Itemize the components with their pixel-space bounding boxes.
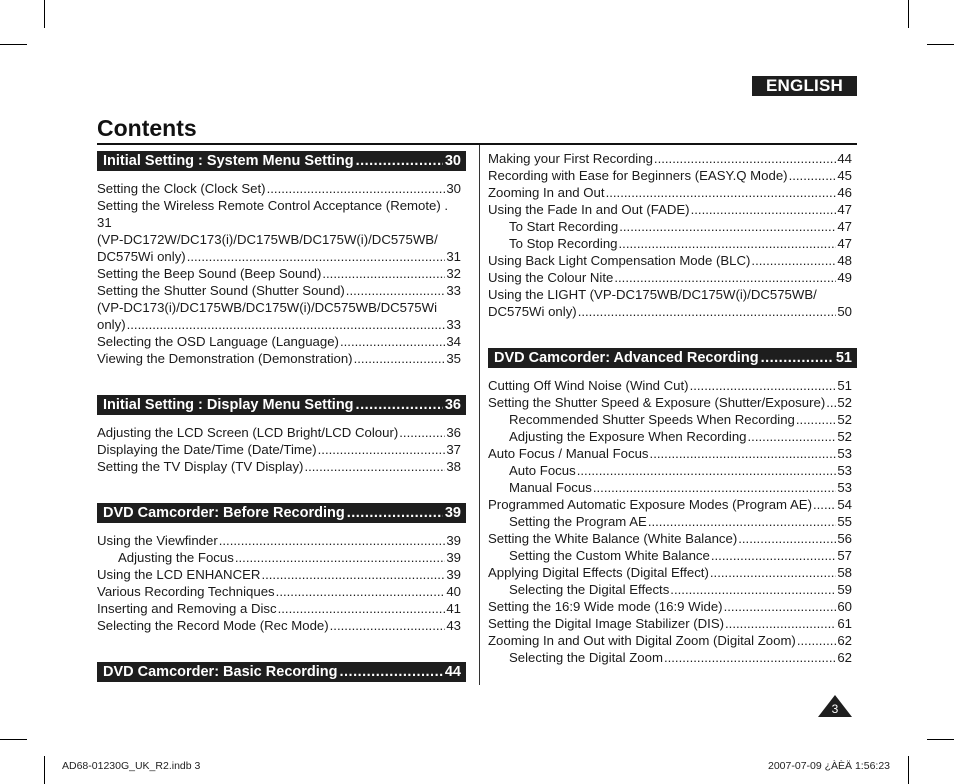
dot-leader: [619, 235, 837, 252]
dot-leader: [619, 218, 836, 235]
section-title: Initial Setting : System Menu Setting: [103, 153, 354, 169]
toc-entry[interactable]: Setting the Wireless Remote Control Acceptance (Remote) .: [97, 198, 449, 213]
entry-page: 58: [837, 565, 852, 580]
entry-title: Displaying the Date/Time (Date/Time): [97, 442, 317, 457]
entry-page: 48: [837, 253, 852, 268]
entry-page: 61: [837, 616, 852, 631]
dot-leader: [219, 532, 446, 549]
dot-leader: [725, 615, 836, 632]
toc-entry-continued: [488, 303, 852, 320]
toc-entry[interactable]: [488, 201, 852, 218]
toc-entry[interactable]: [488, 184, 852, 201]
toc-entry-continued: [97, 248, 461, 265]
dot-leader: [648, 513, 837, 530]
entry-page: 31: [446, 249, 461, 264]
entry-title: Setting the White Balance (White Balance): [488, 531, 738, 546]
toc-entry[interactable]: [97, 441, 461, 458]
dot-leader: [276, 583, 446, 600]
toc-list-advanced-recording: [488, 377, 852, 666]
entry-title: Using the Fade In and Out (FADE): [488, 202, 690, 217]
entry-title: DC575Wi only): [97, 249, 186, 264]
dot-leader: [654, 150, 836, 167]
dot-leader: [318, 441, 446, 458]
entry-title: Using the LCD ENHANCER: [97, 567, 261, 582]
entry-page: 52: [837, 429, 852, 444]
toc-entry[interactable]: [488, 252, 852, 269]
dot-leader: [710, 564, 836, 581]
language-badge: ENGLISH: [752, 76, 857, 96]
dot-leader: [751, 252, 836, 269]
toc-subentry[interactable]: [488, 581, 852, 598]
toc-subentry[interactable]: [488, 428, 852, 445]
entry-title: Using Back Light Compensation Mode (BLC): [488, 253, 751, 268]
toc-entry[interactable]: [488, 615, 852, 632]
dot-leader: [235, 549, 446, 566]
entry-page: 32: [446, 266, 461, 281]
entry-page: 59: [837, 582, 852, 597]
toc-list-system-menu: [97, 180, 461, 367]
dot-leader: [354, 350, 446, 367]
toc-entry[interactable]: [488, 445, 852, 462]
crop-mark: [908, 756, 909, 784]
section-header-system-menu[interactable]: [97, 151, 466, 171]
dot-leader: [664, 649, 836, 666]
entry-title: Applying Digital Effects (Digital Effect): [488, 565, 709, 580]
page-title: Contents: [97, 115, 197, 141]
entry-page: 57: [837, 548, 852, 563]
entry-page: 33: [446, 317, 461, 332]
toc-entry[interactable]: [488, 394, 852, 411]
dot-leader: [690, 377, 837, 394]
dot-leader: [127, 316, 446, 333]
section-header-display-menu[interactable]: [97, 395, 466, 415]
dot-leader: [826, 394, 836, 411]
entry-title: Adjusting the Exposure When Recording: [509, 429, 747, 444]
entry-page: 47: [837, 202, 852, 217]
entry-page: 37: [446, 442, 461, 457]
toc-entry[interactable]: [488, 564, 852, 581]
entry-title: Zooming In and Out with Digital Zoom (Digital Zoom): [488, 633, 796, 648]
dot-leader: [761, 348, 834, 368]
crop-mark: [0, 739, 27, 740]
entry-page: 40: [446, 584, 461, 599]
toc-entry-continued: (VP-DC173(i)/DC175WB/DC175W(i)/DC575WB/DC575Wi: [97, 300, 438, 315]
toc-entry[interactable]: [97, 424, 461, 441]
entry-title: Various Recording Techniques: [97, 584, 275, 599]
entry-page: 30: [446, 181, 461, 196]
entry-title: Manual Focus: [509, 480, 592, 495]
dot-leader: [724, 598, 837, 615]
entry-page: 52: [837, 412, 852, 427]
dot-leader: [322, 265, 445, 282]
toc-entry[interactable]: [97, 180, 461, 197]
toc-entry[interactable]: [97, 282, 461, 299]
section-page: 36: [444, 397, 461, 413]
section-header-before-recording[interactable]: [97, 503, 466, 523]
entry-title: To Stop Recording: [509, 236, 618, 251]
dot-leader: [330, 617, 446, 634]
crop-mark: [927, 739, 954, 740]
toc-entry[interactable]: [488, 598, 852, 615]
dot-leader: [691, 201, 837, 218]
toc-subentry[interactable]: [488, 547, 852, 564]
dot-leader: [789, 167, 837, 184]
entry-title: Adjusting the LCD Screen (LCD Bright/LCD Colour): [97, 425, 399, 440]
entry-page: 46: [837, 185, 852, 200]
toc-subentry[interactable]: [97, 549, 461, 566]
toc-entry[interactable]: [97, 583, 461, 600]
entry-title: Selecting the Digital Zoom: [509, 650, 663, 665]
section-page: 44: [444, 664, 461, 680]
dot-leader: [796, 411, 836, 428]
dot-leader: [614, 269, 836, 286]
toc-entry-continued: 31: [97, 215, 112, 230]
dot-leader: [340, 333, 445, 350]
entry-page: 53: [837, 463, 852, 478]
dot-leader: [738, 530, 836, 547]
entry-title: DC575Wi only): [488, 304, 577, 319]
toc-entry[interactable]: [488, 496, 852, 513]
entry-page: 33: [446, 283, 461, 298]
entry-page: 35: [446, 351, 461, 366]
toc-entry[interactable]: [97, 333, 461, 350]
entry-title: Cutting Off Wind Noise (Wind Cut): [488, 378, 689, 393]
entry-page: 43: [446, 618, 461, 633]
entry-title: Setting the 16:9 Wide mode (16:9 Wide): [488, 599, 723, 614]
page-number: 3: [831, 702, 839, 716]
entry-page: 51: [837, 378, 852, 393]
toc-entry[interactable]: [97, 458, 461, 475]
toc-entry[interactable]: [488, 632, 852, 649]
entry-page: 38: [446, 459, 461, 474]
toc-entry-continued: [97, 316, 461, 333]
toc-entry-continued: (VP-DC172W/DC173(i)/DC175WB/DC175W(i)/DC575WB/: [97, 232, 438, 247]
entry-page: 52: [837, 395, 852, 410]
crop-mark: [44, 756, 45, 784]
column-divider: [479, 145, 480, 685]
entry-page: 60: [837, 599, 852, 614]
entry-title: only): [97, 317, 126, 332]
toc-entry[interactable]: [97, 350, 461, 367]
dot-leader: [711, 547, 836, 564]
toc-subentry[interactable]: [488, 218, 852, 235]
entry-page: 55: [837, 514, 852, 529]
entry-title: Recommended Shutter Speeds When Recording: [509, 412, 795, 427]
toc-entry[interactable]: Using the LIGHT (VP-DC175WB/DC175W(i)/DC575WB/: [488, 287, 817, 302]
entry-title: Setting the Shutter Sound (Shutter Sound): [97, 283, 345, 298]
entry-title: Selecting the OSD Language (Language): [97, 334, 339, 349]
entry-title: Programmed Automatic Exposure Modes (Program AE): [488, 497, 812, 512]
entry-page: 62: [837, 633, 852, 648]
toc-entry[interactable]: [488, 150, 852, 167]
entry-title: Making your First Recording: [488, 151, 653, 166]
section-title: DVD Camcorder: Advanced Recording: [494, 350, 759, 366]
entry-page: 50: [837, 304, 852, 319]
entry-title: Setting the Clock (Clock Set): [97, 181, 266, 196]
section-header-basic-recording[interactable]: [97, 662, 466, 682]
entry-title: Adjusting the Focus: [118, 550, 234, 565]
entry-title: To Start Recording: [509, 219, 619, 234]
entry-title: Recording with Ease for Beginners (EASY.Q Mode): [488, 168, 788, 183]
entry-page: 56: [837, 531, 852, 546]
entry-title: Setting the Custom White Balance: [509, 548, 710, 563]
section-page: 51: [835, 350, 852, 366]
dot-leader: [578, 303, 837, 320]
toc-entry[interactable]: [488, 377, 852, 394]
entry-title: Auto Focus: [509, 463, 576, 478]
toc-entry[interactable]: [97, 600, 461, 617]
dot-leader: [304, 458, 445, 475]
entry-title: Setting the Beep Sound (Beep Sound): [97, 266, 322, 281]
dot-leader: [606, 184, 837, 201]
crop-mark: [908, 0, 909, 28]
toc-entry[interactable]: [97, 265, 461, 282]
dot-leader: [813, 496, 836, 513]
dot-leader: [797, 632, 837, 649]
toc-entry[interactable]: [97, 566, 461, 583]
dot-leader: [339, 662, 442, 682]
entry-title: Setting the Digital Image Stabilizer (DIS): [488, 616, 725, 631]
entry-page: 36: [446, 425, 461, 440]
toc-entry[interactable]: [97, 532, 461, 549]
entry-page: 53: [837, 480, 852, 495]
section-header-advanced-recording[interactable]: [488, 348, 857, 368]
entry-page: 39: [446, 533, 461, 548]
dot-leader: [347, 503, 443, 523]
dot-leader: [670, 581, 836, 598]
dot-leader: [261, 566, 445, 583]
crop-mark: [0, 44, 27, 45]
entry-title: Setting the TV Display (TV Display): [97, 459, 304, 474]
toc-entry[interactable]: [488, 167, 852, 184]
entry-page: 54: [837, 497, 852, 512]
dot-leader: [356, 151, 443, 171]
toc-list-basic-recording: [488, 150, 852, 320]
toc-subentry[interactable]: [488, 513, 852, 530]
entry-title: Auto Focus / Manual Focus: [488, 446, 649, 461]
section-page: 30: [444, 153, 461, 169]
toc-entry[interactable]: [97, 617, 461, 634]
footer-file-info: AD68-01230G_UK_R2.indb 3: [62, 760, 201, 772]
entry-page: 41: [446, 601, 461, 616]
title-rule: [97, 143, 857, 145]
dot-leader: [399, 424, 445, 441]
toc-entry[interactable]: [488, 530, 852, 547]
entry-title: Setting the Program AE: [509, 514, 647, 529]
crop-mark: [927, 44, 954, 45]
dot-leader: [278, 600, 446, 617]
entry-page: 44: [837, 151, 852, 166]
dot-leader: [748, 428, 837, 445]
dot-leader: [577, 462, 837, 479]
dot-leader: [346, 282, 446, 299]
entry-page: 49: [837, 270, 852, 285]
section-title: DVD Camcorder: Before Recording: [103, 505, 345, 521]
crop-mark: [44, 0, 45, 28]
toc-subentry[interactable]: [488, 649, 852, 666]
entry-page: 34: [446, 334, 461, 349]
entry-page: 47: [837, 236, 852, 251]
toc-subentry[interactable]: [488, 411, 852, 428]
section-title: Initial Setting : Display Menu Setting: [103, 397, 354, 413]
entry-title: Selecting the Record Mode (Rec Mode): [97, 618, 329, 633]
entry-page: 62: [837, 650, 852, 665]
footer-timestamp: 2007-07-09 ¿ÀÈÄ 1:56:23: [768, 760, 891, 772]
section-page: 39: [444, 505, 461, 521]
dot-leader: [267, 180, 446, 197]
toc-subentry[interactable]: [488, 235, 852, 252]
entry-title: Selecting the Digital Effects: [509, 582, 670, 597]
entry-page: 53: [837, 446, 852, 461]
entry-title: Inserting and Removing a Disc: [97, 601, 277, 616]
entry-title: Zooming In and Out: [488, 185, 605, 200]
entry-title: Viewing the Demonstration (Demonstration): [97, 351, 353, 366]
toc-subentry[interactable]: [488, 462, 852, 479]
toc-entry[interactable]: [488, 269, 852, 286]
dot-leader: [187, 248, 446, 265]
toc-list-before-recording: [97, 532, 461, 634]
entry-page: 39: [446, 567, 461, 582]
dot-leader: [593, 479, 837, 496]
entry-title: Using the Colour Nite: [488, 270, 614, 285]
entry-title: Setting the Shutter Speed & Exposure (Shutter/Exposure): [488, 395, 826, 410]
toc-list-display-menu: [97, 424, 461, 475]
entry-page: 47: [837, 219, 852, 234]
section-title: DVD Camcorder: Basic Recording: [103, 664, 338, 680]
dot-leader: [650, 445, 837, 462]
entry-page: 39: [446, 550, 461, 565]
dot-leader: [356, 395, 443, 415]
entry-page: 45: [837, 168, 852, 183]
entry-title: Using the Viewfinder: [97, 533, 218, 548]
toc-subentry[interactable]: [488, 479, 852, 496]
